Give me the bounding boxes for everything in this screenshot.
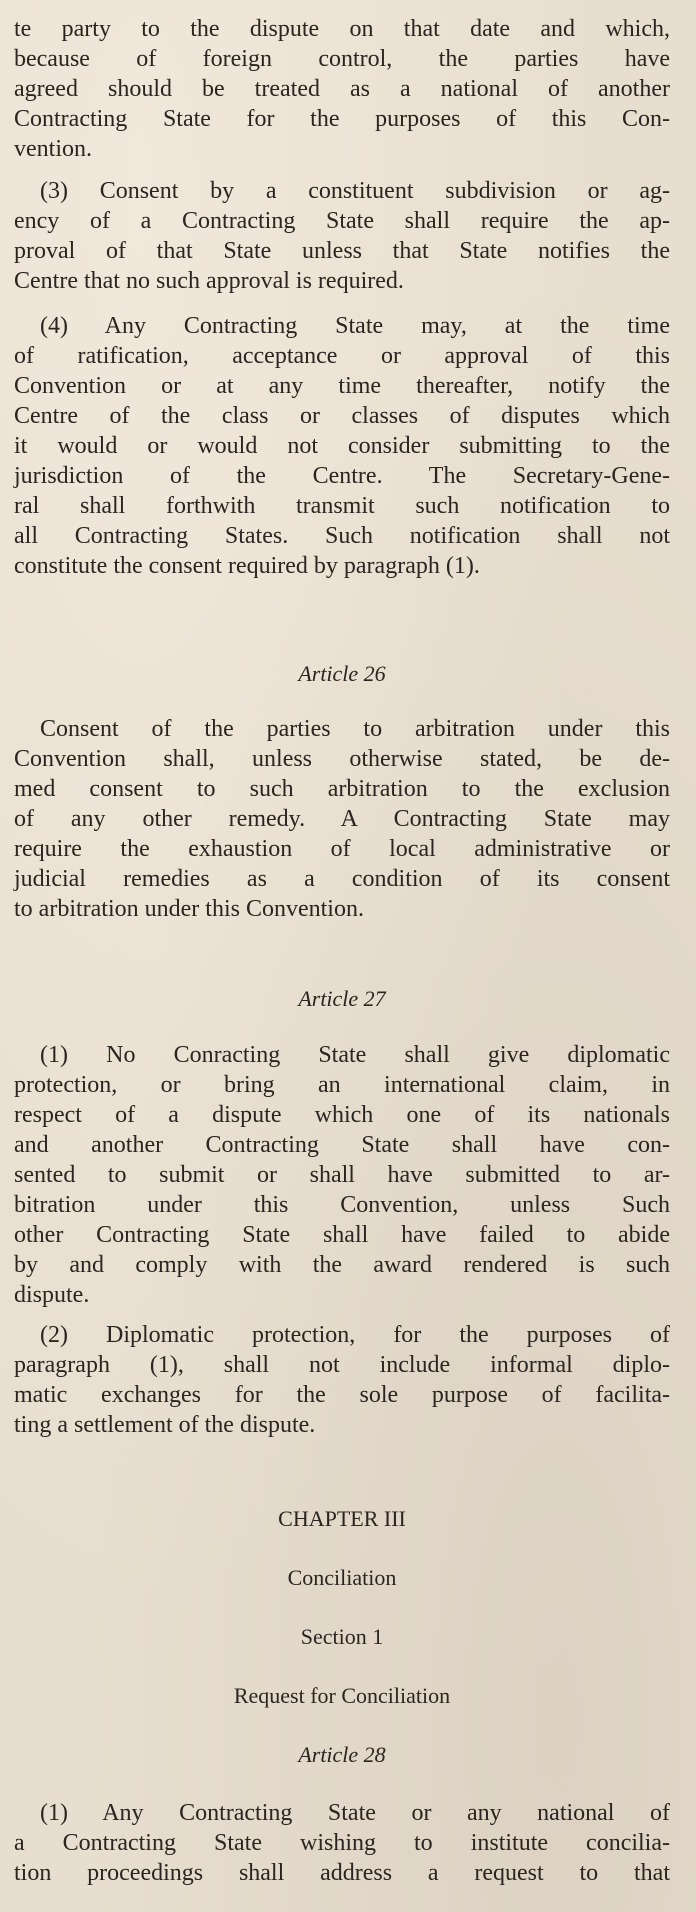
text-line: ency of a Contracting State shall require the ap- [14,208,670,234]
text-line: Contracting State for the purposes of this Con- [14,106,670,132]
text-line: of any other remedy. A Contracting State may [14,806,670,832]
text-line: and another Contracting State shall have con- [14,1132,670,1158]
text-line: matic exchanges for the sole purpose of facilita- [14,1382,670,1408]
text-line: require the exhaustion of local administrative or [14,836,670,862]
text-line: Consent of the parties to arbitration under this [40,716,670,742]
article-28-heading: Article 28 [298,1742,386,1767]
text-line: protection, or bring an international claim, in [14,1072,670,1098]
text-line: to arbitration under this Convention. [14,896,364,922]
paragraph-25-3 [14,176,670,296]
text-line: a Contracting State wishing to institute concilia- [14,1830,670,1856]
text-line: (1) No Conracting State shall give diplomatic [40,1042,670,1068]
chapter-title: Conciliation [287,1565,397,1590]
paragraph-28-1 [14,1798,670,1888]
text-line: Centre that no such approval is required. [14,268,404,294]
text-line: (3) Consent by a constituent subdivision or ag- [40,178,670,204]
text-line: constitute the consent required by paragraph (1). [14,553,480,579]
text-line: tion proceedings shall address a request to that [14,1860,670,1886]
text-line: sented to submit or shall have submitted to ar- [14,1162,670,1188]
chapter-heading: CHAPTER III [278,1506,406,1531]
text-line: it would or would not consider submitting to the [14,433,670,459]
text-line: (2) Diplomatic protection, for the purposes of [40,1322,670,1348]
text-line: Convention or at any time thereafter, notify the [14,373,670,399]
text-line: because of foreign control, the parties have [14,46,670,72]
section-heading: Section 1 [300,1624,384,1649]
text-line: (1) Any Contracting State or any national of [40,1800,670,1826]
text-line: other Contracting State shall have failed to abide [14,1222,670,1248]
text-line: judicial remedies as a condition of its consent [14,866,670,892]
text-line: of ratification, acceptance or approval of this [14,343,670,369]
paragraph-continued [14,14,670,164]
text-line: bitration under this Convention, unless Such [14,1192,670,1218]
text-line: by and comply with the award rendered is such [14,1252,670,1278]
paragraph-26 [14,714,670,924]
text-line: paragraph (1), shall not include informal diplo- [14,1352,670,1378]
text-line: (4) Any Contracting State may, at the time [40,313,670,339]
text-line: proval of that State unless that State notifies the [14,238,670,264]
paragraph-27-2 [14,1320,670,1440]
section-title: Request for Conciliation [233,1683,451,1708]
text-line: respect of a dispute which one of its nationals [14,1102,670,1128]
text-line: med consent to such arbitration to the exclusion [14,776,670,802]
text-line: Convention shall, unless otherwise stated, be de- [14,746,670,772]
article-26-heading: Article 26 [298,661,386,686]
paragraph-27-1 [14,1040,670,1310]
text-line: ting a settlement of the dispute. [14,1412,316,1438]
text-line: dispute. [14,1282,90,1308]
article-27-heading: Article 27 [298,986,386,1011]
text-line: te party to the dispute on that date and which, [14,16,670,42]
text-line: Centre of the class or classes of disputes which [14,403,670,429]
paragraph-25-4 [14,311,670,581]
text-line: vention. [14,136,92,162]
text-line: all Contracting States. Such notification shall not [14,523,670,549]
text-line: ral shall forthwith transmit such notification to [14,493,670,519]
text-line: jurisdiction of the Centre. The Secretary-Gene- [14,463,670,489]
text-line: agreed should be treated as a national of another [14,76,670,102]
